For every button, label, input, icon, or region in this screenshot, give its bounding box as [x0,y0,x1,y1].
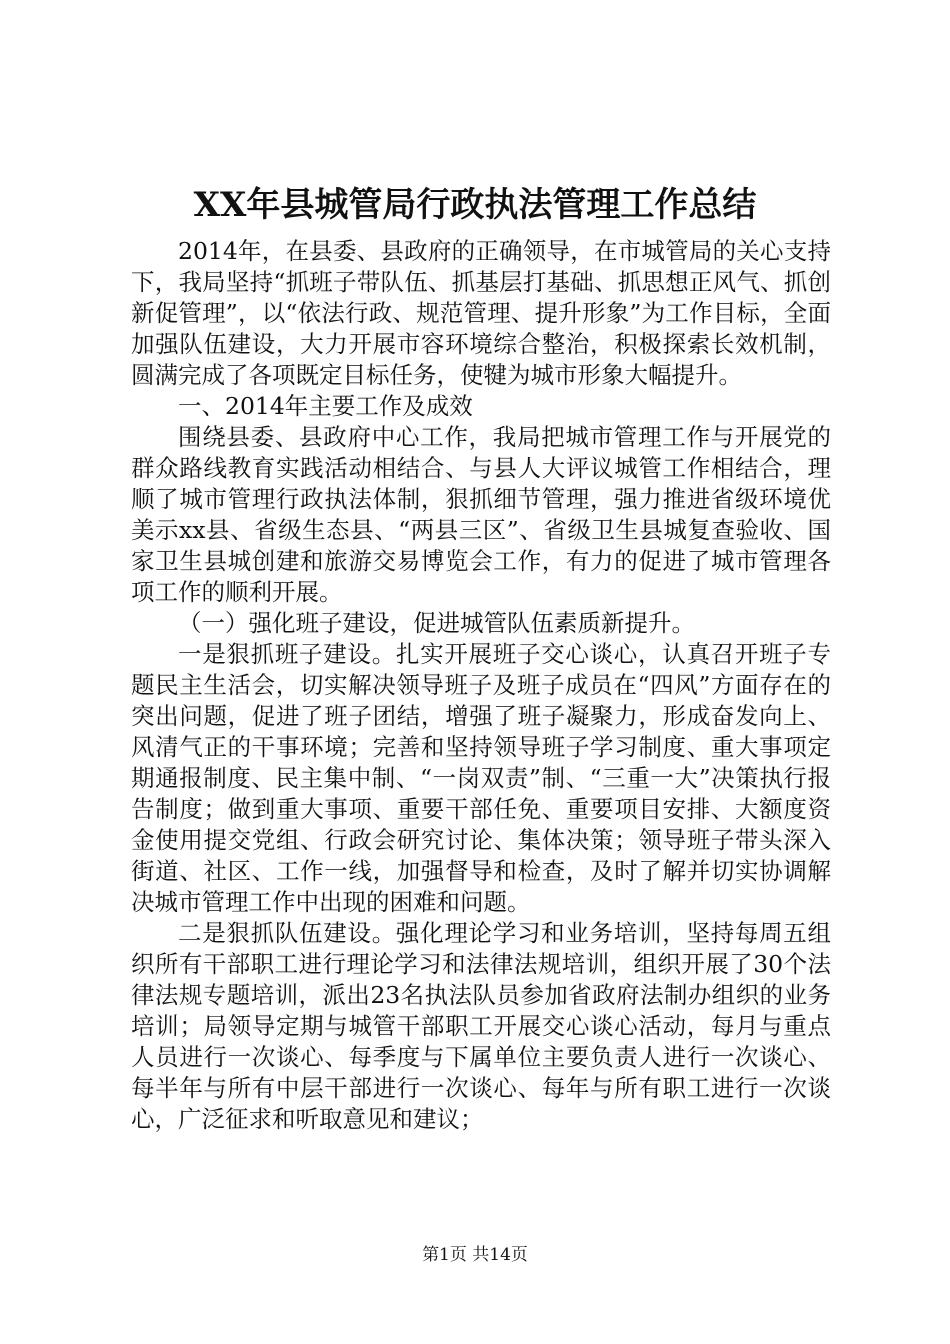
document-body [131,236,831,1135]
page-number: 第1页 共14页 [422,1245,528,1265]
paragraph-leadership: 一是狠抓班子建设。扎实开展班子交心谈心，认真召开班子专题民主生活会，切实解决领导班子及班子成员在“四风”方面存在的突出问题，促进了班子团结，增强了班子凝聚力，形成奋发向上、风清气正的干事环境；完善和坚持领导班子学习制度、重大事项定期通报制度、民主集中制、“一岗双责”制、“三重一大”决策执行报告制度；做到重大事项、重要干部任免、重要项目安排、大额度资金使用提交党组、行政会研究讨论、集体决策；领导班子带头深入街道、社区、工作一线，加强督导和检查，及时了解并切实协调解决城市管理工作中出现的困难和问题。 [131,640,831,916]
paragraph-team: 二是狠抓队伍建设。强化理论学习和业务培训，坚持每周五组织所有干部职工进行理论学习和法律法规培训，组织开展了30个法律法规专题培训，派出23名执法队员参加省政府法制办组织的业务培训；局领导定期与城管干部职工开展交心谈心活动，每月与重点人员进行一次谈心、每季度与下属单位主要负责人进行一次谈心、每半年与所有中层干部进行一次谈心、每年与所有职工进行一次谈心，广泛征求和听取意见和建议； [131,919,831,1133]
subsection-heading-1: （一）强化班子建设，促进城管队伍素质新提升。 [178,609,695,637]
document-title: XX年县城管局行政执法管理工作总结 [193,185,757,225]
section-heading-1: 一、2014年主要工作及成效 [178,392,473,420]
paragraph-intro: 2014年，在县委、县政府的正确领导，在市城管局的关心支持下，我局坚持“抓班子带队伍、抓基层打基础、抓思想正风气、抓创新促管理”，以“依法行政、规范管理、提升形象”为工作目标，全面加强队伍建设，大力开展市容环境综合整治，积极探索长效机制，圆满完成了各项既定目标任务，使犍为城市形象大幅提升。 [131,237,831,389]
paragraph-overview: 围绕县委、县政府中心工作，我局把城市管理工作与开展党的群众路线教育实践活动相结合、与县人大评议城管工作相结合，理顺了城市管理行政执法体制，狠抓细节管理，强力推进省级环境优美示xx县、省级生态县、“两县三区”、省级卫生县城复查验收、国家卫生县城创建和旅游交易博览会工作，有力的促进了城市管理各项工作的顺利开展。 [131,423,831,606]
